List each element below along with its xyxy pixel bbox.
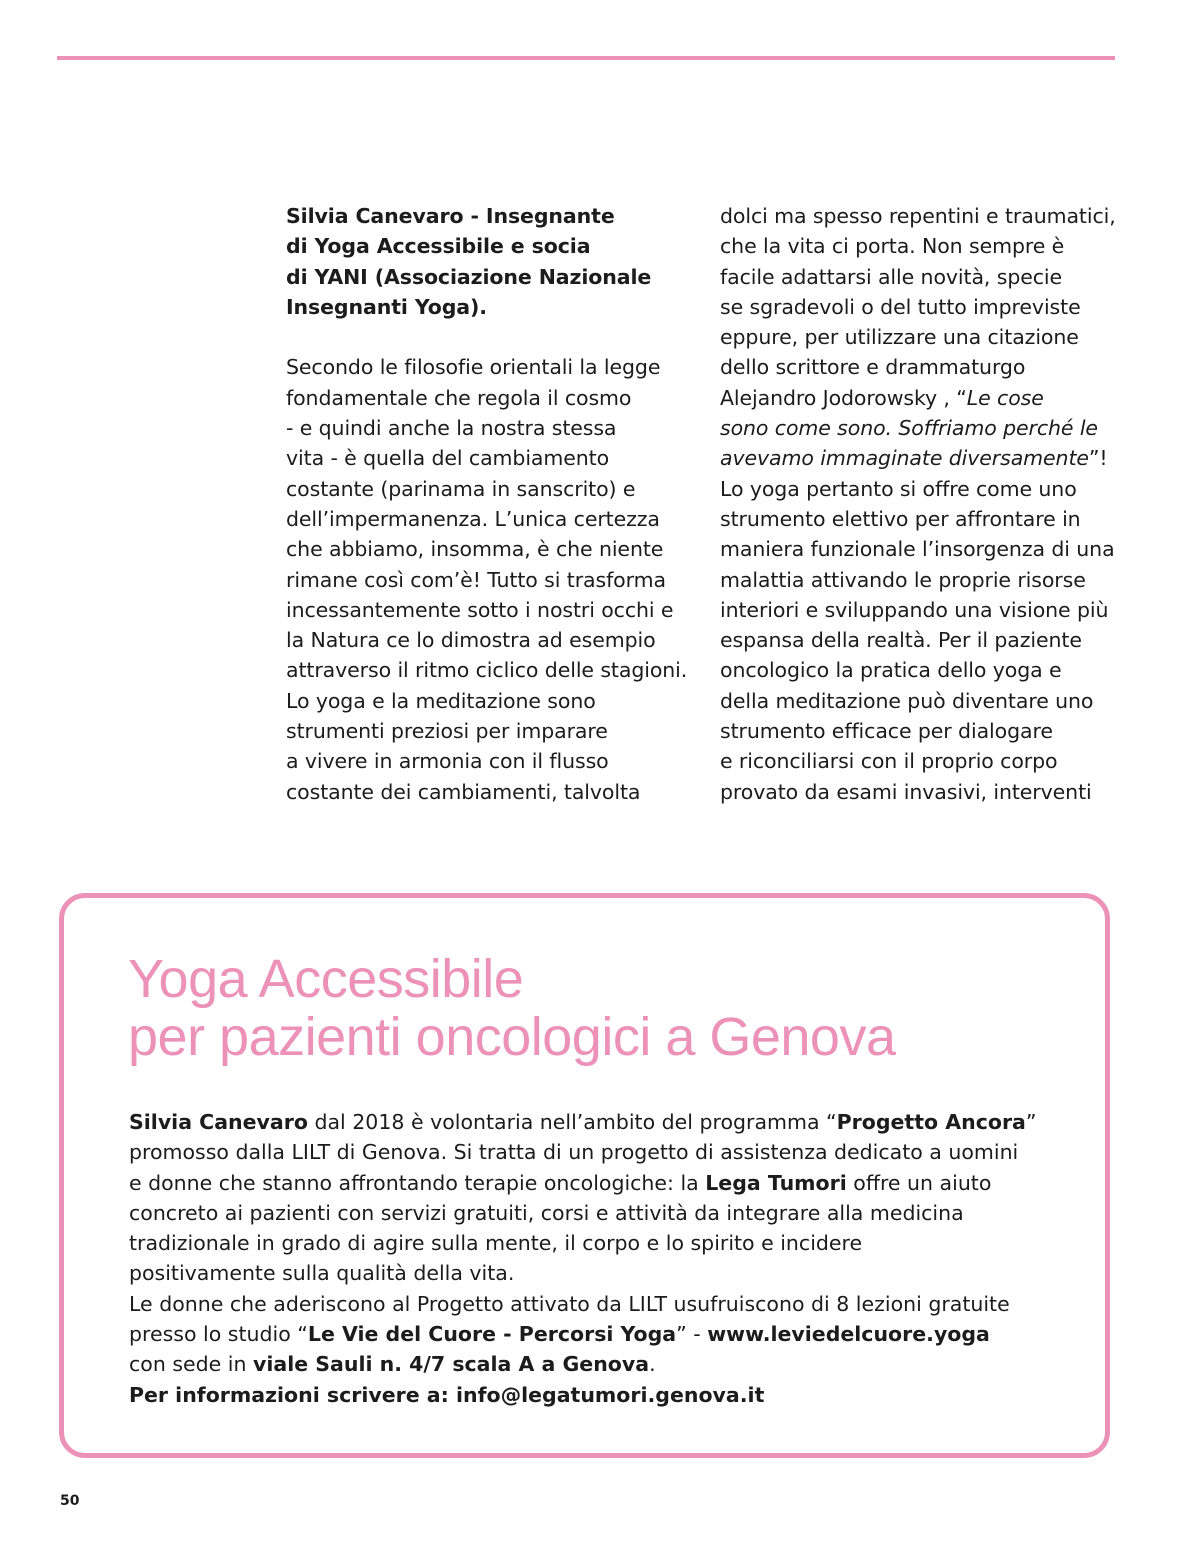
box-title-line: Yoga Accessibile — [128, 949, 524, 1009]
paragraph-line: costante (parinama in sanscrito) e — [286, 476, 636, 501]
box-line: Le donne che aderiscono al Progetto attivato da LILT usufruiscono di 8 lezioni gratuite — [129, 1291, 1010, 1316]
quote-end: ”! — [1088, 446, 1108, 471]
text: ” — [1025, 1110, 1037, 1134]
bold-text: Progetto Ancora — [836, 1110, 1026, 1134]
paragraph-line: vita - è quella del cambiamento — [286, 446, 610, 471]
box-title — [128, 950, 896, 1066]
byline-line: di YANI (Associazione Nazionale — [286, 264, 652, 289]
paragraph-line: Secondo le filosofie orientali la legge — [286, 355, 661, 380]
address: viale Sauli n. 4/7 scala A a Genova — [252, 1352, 650, 1377]
paragraph-line: rimane così com’è! Tutto si trasforma — [286, 567, 666, 592]
paragraph-line: Lo yoga e la meditazione sono — [286, 688, 596, 713]
paragraph-line: malattia attivando le proprie risorse — [720, 567, 1086, 592]
quote-line — [720, 443, 1120, 473]
paragraph-line: Lo yoga pertanto si offre come uno — [720, 476, 1077, 501]
paragraph-line: strumenti preziosi per imparare — [286, 719, 608, 744]
byline-line: Silvia Canevaro - Insegnante — [286, 204, 615, 228]
text: presso lo studio “ — [129, 1322, 308, 1347]
paragraph-line: e riconciliarsi con il proprio corpo — [720, 749, 1058, 774]
quote-text: Le cose — [966, 385, 1044, 410]
paragraph-line: se sgradevoli o del tutto impreviste — [720, 294, 1081, 319]
text: . — [649, 1352, 656, 1377]
paragraph-line: - e quindi anche la nostra stessa — [286, 416, 617, 441]
paragraph-line: strumento efficace per dialogare — [720, 719, 1053, 744]
paragraph-line: dell’impermanenza. L’unica certezza — [286, 506, 660, 531]
box-line — [129, 1319, 1037, 1349]
paragraph-line: facile adattarsi alle novità, specie — [720, 264, 1063, 289]
paragraph-line: fondamentale che regola il cosmo — [286, 385, 632, 410]
paragraph-line: che abbiamo, insomma, è che niente — [286, 537, 664, 562]
quote-lead: Alejandro Jodorowsky , “ — [720, 385, 967, 410]
paragraph-line: oncologico la pratica dello yoga e — [720, 658, 1062, 683]
right-column — [720, 201, 1120, 807]
byline-line: di Yoga Accessibile e socia — [286, 234, 591, 259]
paragraph-line: a vivere in armonia con il flusso — [286, 749, 609, 774]
text: ” - — [676, 1322, 708, 1347]
paragraph-line: la Natura ce lo dimostra ad esempio — [286, 628, 656, 653]
box-body — [129, 1107, 1037, 1410]
quote-line — [720, 383, 1120, 413]
left-column — [286, 201, 691, 807]
box-line — [129, 1349, 1037, 1379]
text: dal 2018 è volontaria nell’ambito del programma “ — [307, 1110, 837, 1134]
studio-name: Le Vie del Cuore - Percorsi Yoga — [307, 1322, 677, 1347]
paragraph-line: espansa della realtà. Per il paziente — [720, 628, 1082, 653]
box-line — [129, 1168, 1037, 1198]
box-line: concreto ai pazienti con servizi gratuiti, corsi e attività da integrare alla medicina — [129, 1200, 964, 1225]
paragraph-line: provato da esami invasivi, interventi — [720, 779, 1092, 804]
paragraph-line: incessantemente sotto i nostri occhi e — [286, 597, 674, 622]
box-title-line: per pazienti oncologici a Genova — [128, 1007, 896, 1067]
quote-text: sono come sono. Soffriamo perché le — [720, 416, 1098, 441]
paragraph-line: eppure, per utilizzare una citazione — [720, 325, 1079, 350]
box-line: positivamente sulla qualità della vita. — [129, 1261, 515, 1286]
paragraph-line: costante dei cambiamenti, talvolta — [286, 779, 641, 804]
bold-text: Lega Tumori — [705, 1170, 847, 1195]
page-number: 50 — [60, 1493, 80, 1509]
quote-line — [720, 413, 1120, 443]
byline-line: Insegnanti Yoga). — [286, 294, 487, 319]
bold-text: Silvia Canevaro — [129, 1110, 308, 1134]
box-line: tradizionale in grado di agire sulla mente, il corpo e lo spirito e incidere — [129, 1231, 863, 1256]
paragraph-line: attraverso il ritmo ciclico delle stagioni. — [286, 658, 688, 683]
paragraph-line: della meditazione può diventare uno — [720, 688, 1094, 713]
paragraph-line: strumento elettivo per affrontare in — [720, 506, 1081, 531]
text: con sede in — [129, 1352, 253, 1377]
paragraph-line: che la vita ci porta. Non sempre è — [720, 234, 1065, 259]
contact-line[interactable]: Per informazioni scrivere a: info@legatumori.genova.it — [129, 1382, 765, 1407]
text: e donne che stanno affrontando terapie oncologiche: la — [129, 1170, 706, 1195]
paragraph-line: interiori e sviluppando una visione più — [720, 597, 1109, 622]
paragraph-line: dello scrittore e drammaturgo — [720, 355, 1026, 380]
paragraph-line: dolci ma spesso repentini e traumatici, — [720, 204, 1116, 228]
website-link[interactable]: www.leviedelcuore.yoga — [707, 1322, 990, 1347]
box-line: promosso dalla LILT di Genova. Si tratta di un progetto di assistenza dedicato a uomini — [129, 1140, 1019, 1165]
paragraph-line: maniera funzionale l’insorgenza di una — [720, 537, 1115, 562]
text: offre un aiuto — [846, 1170, 992, 1195]
top-rule — [57, 56, 1115, 60]
quote-text: avevamo immaginate diversamente — [720, 446, 1089, 471]
box-line — [129, 1107, 1037, 1137]
